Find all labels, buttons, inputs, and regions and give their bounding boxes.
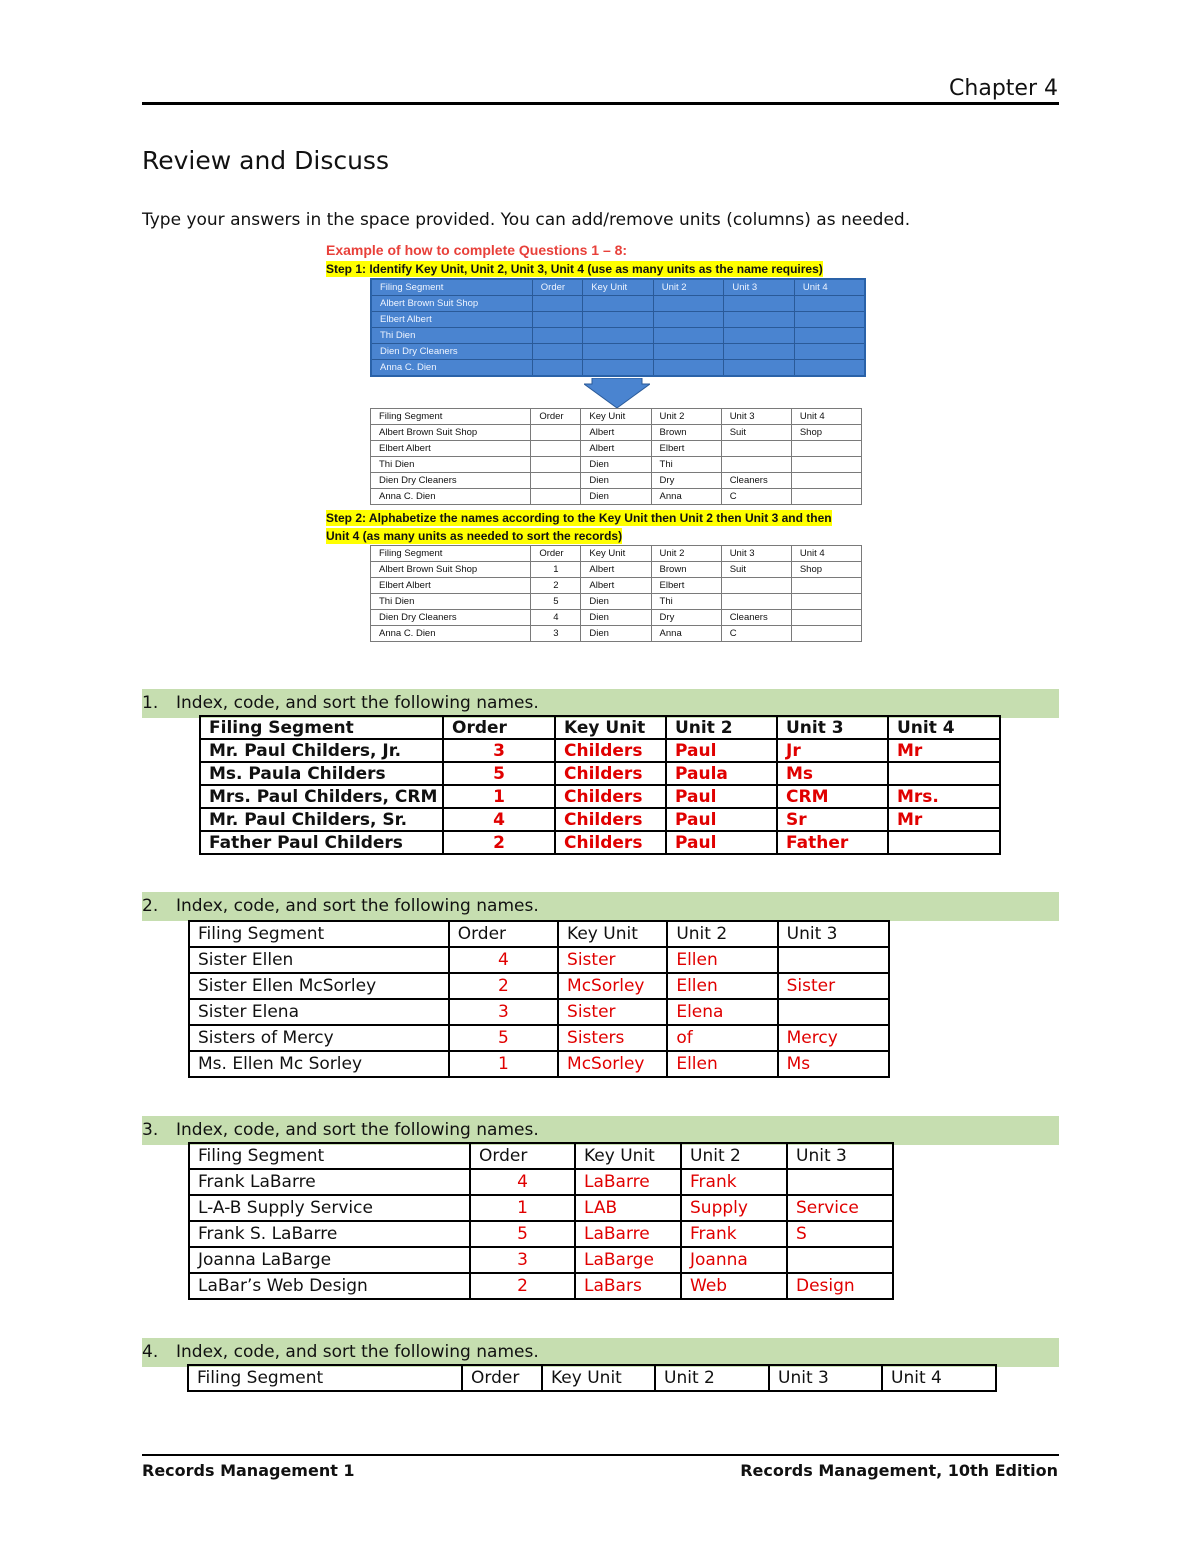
order-answer-cell[interactable]: 2 <box>443 831 555 854</box>
example-row <box>371 610 862 626</box>
filing-segment-cell: Frank S. LaBarre <box>189 1221 470 1247</box>
table-header-row <box>189 1143 893 1169</box>
example-cell: Albert <box>581 441 651 457</box>
table-row <box>189 1169 893 1195</box>
example-header-cell: Key Unit <box>583 279 654 296</box>
example-cell <box>532 344 582 360</box>
example-figure <box>326 242 874 648</box>
unit-answer-cell[interactable]: Mrs. <box>888 785 1000 808</box>
example-cell <box>721 457 791 473</box>
example-cell: Brown <box>651 425 721 441</box>
example-cell <box>791 489 861 505</box>
example-cell: 2 <box>531 578 581 594</box>
column-header: Unit 3 <box>787 1143 893 1169</box>
example-row <box>371 473 862 489</box>
order-answer-cell[interactable]: 3 <box>449 999 558 1025</box>
example-cell <box>583 296 654 312</box>
example-cell: Dien <box>581 473 651 489</box>
unit-answer-cell[interactable]: LaBars <box>575 1273 681 1299</box>
question-2-prompt: Index, code, and sort the following names. <box>176 896 539 916</box>
unit-answer-cell[interactable]: LaBarre <box>575 1169 681 1195</box>
question-4-prompt: Index, code, and sort the following names. <box>176 1342 539 1362</box>
column-header: Order <box>449 921 558 947</box>
unit-answer-cell[interactable]: Childers <box>555 831 666 854</box>
unit-answer-cell[interactable]: Childers <box>555 808 666 831</box>
column-header: Order <box>443 716 555 739</box>
example-cell: Dien Dry Cleaners <box>371 610 531 626</box>
example-header-cell: Key Unit <box>581 409 651 425</box>
table-row <box>189 1051 889 1077</box>
question-1-table <box>199 715 1001 855</box>
example-step1: Step 1: Identify Key Unit, Unit 2, Unit 3, Unit 4 (use as many units as the name requires) <box>326 262 823 276</box>
example-cell <box>724 328 795 344</box>
question-3-table <box>188 1142 894 1300</box>
table-row <box>189 1221 893 1247</box>
example-cell: Dien <box>581 457 651 473</box>
example-row <box>371 360 865 377</box>
example-cell <box>583 360 654 377</box>
question-3-text <box>142 1116 539 1145</box>
unit-answer-cell[interactable]: Childers <box>555 762 666 785</box>
filing-segment-cell: LaBar’s Web Design <box>189 1273 470 1299</box>
example-header-row <box>371 279 865 296</box>
example-cell: Elbert <box>651 578 721 594</box>
example-cell: C <box>721 626 791 642</box>
example-header-cell: Unit 3 <box>721 546 791 562</box>
example-cell: Dien <box>581 626 651 642</box>
example-cell: Dry <box>651 610 721 626</box>
column-header: Unit 2 <box>667 921 777 947</box>
column-header: Unit 4 <box>882 1365 996 1391</box>
example-indexed-table <box>370 408 862 505</box>
example-row <box>371 578 862 594</box>
example-cell: Suit <box>721 562 791 578</box>
unit-answer-cell[interactable] <box>888 831 1000 854</box>
example-cell: Albert <box>581 425 651 441</box>
example-cell: C <box>721 489 791 505</box>
unit-answer-cell[interactable]: Ellen <box>667 1051 777 1077</box>
example-row <box>371 344 865 360</box>
example-cell <box>721 578 791 594</box>
table-row <box>189 973 889 999</box>
example-cell <box>791 441 861 457</box>
example-cell <box>794 328 865 344</box>
filing-segment-cell: Mr. Paul Childers, Sr. <box>200 808 443 831</box>
unit-answer-cell[interactable]: Childers <box>555 785 666 808</box>
table-row <box>200 785 1000 808</box>
column-header: Key Unit <box>558 921 667 947</box>
example-cell: Albert <box>581 562 651 578</box>
example-cell: Elbert Albert <box>371 578 531 594</box>
example-cell: 3 <box>531 626 581 642</box>
example-cell: Anna <box>651 489 721 505</box>
example-cell <box>531 473 581 489</box>
table-row <box>189 1247 893 1273</box>
example-cell <box>721 594 791 610</box>
column-header: Unit 4 <box>888 716 1000 739</box>
unit-answer-cell[interactable]: Web <box>681 1273 787 1299</box>
example-header-cell: Filing Segment <box>371 546 531 562</box>
example-cell <box>724 360 795 377</box>
unit-answer-cell[interactable] <box>888 762 1000 785</box>
filing-segment-cell: Mrs. Paul Childers, CRM <box>200 785 443 808</box>
order-answer-cell[interactable]: 2 <box>449 973 558 999</box>
table-row <box>189 1025 889 1051</box>
example-cell: Anna C. Dien <box>371 626 531 642</box>
order-answer-cell[interactable]: 5 <box>449 1025 558 1051</box>
unit-answer-cell[interactable]: McSorley <box>558 973 667 999</box>
example-row <box>371 328 865 344</box>
example-sorted-table <box>370 545 862 642</box>
table-row <box>189 1273 893 1299</box>
example-cell: Shop <box>791 562 861 578</box>
filing-segment-cell: L-A-B Supply Service <box>189 1195 470 1221</box>
example-cell <box>724 312 795 328</box>
unit-answer-cell[interactable]: Ellen <box>667 947 777 973</box>
example-heading: Example of how to complete Questions 1 – 8: <box>326 242 628 258</box>
unit-answer-cell[interactable]: LaBarre <box>575 1221 681 1247</box>
example-header-cell: Order <box>531 409 581 425</box>
table-row <box>189 1195 893 1221</box>
unit-answer-cell[interactable]: Mercy <box>778 1025 889 1051</box>
example-cell <box>531 441 581 457</box>
example-cell: Anna C. Dien <box>371 489 531 505</box>
example-cell: Elbert Albert <box>371 441 531 457</box>
unit-answer-cell[interactable]: Mr <box>888 739 1000 762</box>
example-cell: Albert Brown Suit Shop <box>371 562 531 578</box>
unit-answer-cell[interactable]: Mr <box>888 808 1000 831</box>
example-cell <box>531 425 581 441</box>
example-cell <box>791 578 861 594</box>
example-cell <box>794 344 865 360</box>
example-cell <box>532 296 582 312</box>
unit-answer-cell[interactable]: Ms <box>777 762 888 785</box>
table-header-row <box>200 716 1000 739</box>
unit-answer-cell[interactable]: Design <box>787 1273 893 1299</box>
example-cell: Anna C. Dien <box>371 360 532 377</box>
example-cell: Albert Brown Suit Shop <box>371 425 531 441</box>
example-header-cell: Key Unit <box>581 546 651 562</box>
example-row <box>371 441 862 457</box>
order-answer-cell[interactable]: 1 <box>443 785 555 808</box>
unit-answer-cell[interactable] <box>778 947 889 973</box>
example-header-cell: Order <box>532 279 582 296</box>
example-row <box>371 626 862 642</box>
unit-answer-cell[interactable] <box>778 999 889 1025</box>
example-cell <box>653 344 724 360</box>
example-cell: Albert <box>581 578 651 594</box>
instructions: Type your answers in the space provided. You can add/remove units (columns) as needed. <box>142 210 911 230</box>
filing-segment-cell: Sister Ellen <box>189 947 449 973</box>
column-header: Unit 3 <box>777 716 888 739</box>
example-step2-line1: Step 2: Alphabetize the names according to the Key Unit then Unit 2 then Unit 3 and then <box>326 511 832 525</box>
example-cell <box>794 312 865 328</box>
unit-answer-cell[interactable]: Joanna <box>681 1247 787 1273</box>
column-header: Filing Segment <box>188 1365 462 1391</box>
example-cell <box>532 328 582 344</box>
example-cell <box>794 360 865 377</box>
example-cell: 1 <box>531 562 581 578</box>
example-cell: Cleaners <box>721 610 791 626</box>
table-row <box>200 808 1000 831</box>
example-cell <box>794 296 865 312</box>
unit-answer-cell[interactable]: Paul <box>666 739 777 762</box>
unit-answer-cell[interactable]: LAB <box>575 1195 681 1221</box>
example-cell: Dien <box>581 610 651 626</box>
example-cell <box>791 457 861 473</box>
question-4-table <box>187 1364 997 1392</box>
question-1-number: 1. <box>142 693 159 713</box>
unit-answer-cell[interactable]: Childers <box>555 739 666 762</box>
example-header-row <box>371 409 862 425</box>
unit-answer-cell[interactable]: Paul <box>666 808 777 831</box>
column-header: Order <box>470 1143 575 1169</box>
example-cell: Brown <box>651 562 721 578</box>
example-cell: Dien Dry Cleaners <box>371 344 532 360</box>
unit-answer-cell[interactable]: Supply <box>681 1195 787 1221</box>
example-cell <box>583 312 654 328</box>
filing-segment-cell: Ms. Paula Childers <box>200 762 443 785</box>
column-header: Key Unit <box>575 1143 681 1169</box>
page-title: Review and Discuss <box>142 146 389 175</box>
example-cell: Suit <box>721 425 791 441</box>
example-header-cell: Filing Segment <box>371 409 531 425</box>
example-cell <box>721 441 791 457</box>
unit-answer-cell[interactable]: LaBarge <box>575 1247 681 1273</box>
example-row <box>371 594 862 610</box>
unit-answer-cell[interactable]: Sister <box>778 973 889 999</box>
example-row <box>371 457 862 473</box>
question-2-number: 2. <box>142 896 159 916</box>
example-row <box>371 312 865 328</box>
example-cell <box>532 312 582 328</box>
footer-rule <box>142 1454 1059 1456</box>
unit-answer-cell[interactable]: CRM <box>777 785 888 808</box>
column-header: Unit 3 <box>778 921 889 947</box>
table-row <box>200 762 1000 785</box>
example-header-cell: Unit 4 <box>791 409 861 425</box>
example-cell: Elbert <box>651 441 721 457</box>
order-answer-cell[interactable]: 1 <box>449 1051 558 1077</box>
example-cell: Dry <box>651 473 721 489</box>
example-cell <box>791 626 861 642</box>
example-cell: Cleaners <box>721 473 791 489</box>
example-header-cell: Unit 3 <box>724 279 795 296</box>
example-cell <box>791 610 861 626</box>
unit-answer-cell[interactable]: Ellen <box>667 973 777 999</box>
example-cell: Thi <box>651 594 721 610</box>
unit-answer-cell[interactable]: Paul <box>666 785 777 808</box>
unit-answer-cell[interactable]: Elena <box>667 999 777 1025</box>
example-row <box>371 425 862 441</box>
unit-answer-cell[interactable]: Frank <box>681 1221 787 1247</box>
example-cell <box>724 296 795 312</box>
column-header: Unit 2 <box>655 1365 769 1391</box>
column-header: Unit 2 <box>681 1143 787 1169</box>
filing-segment-cell: Sister Ellen McSorley <box>189 973 449 999</box>
table-row <box>200 739 1000 762</box>
example-header-cell: Unit 4 <box>791 546 861 562</box>
unit-answer-cell[interactable]: of <box>667 1025 777 1051</box>
column-header: Key Unit <box>542 1365 655 1391</box>
column-header: Key Unit <box>555 716 666 739</box>
unit-answer-cell[interactable]: McSorley <box>558 1051 667 1077</box>
question-1-text <box>142 689 539 718</box>
example-header-row <box>371 546 862 562</box>
example-header-cell: Unit 2 <box>651 546 721 562</box>
example-cell <box>532 360 582 377</box>
table-header-row <box>189 921 889 947</box>
filing-segment-cell: Sisters of Mercy <box>189 1025 449 1051</box>
column-header: Unit 3 <box>769 1365 882 1391</box>
example-cell <box>791 594 861 610</box>
unit-answer-cell[interactable]: Paula <box>666 762 777 785</box>
example-cell <box>653 328 724 344</box>
example-cell: 4 <box>531 610 581 626</box>
example-cell <box>583 344 654 360</box>
table-row <box>189 947 889 973</box>
unit-answer-cell[interactable]: Service <box>787 1195 893 1221</box>
header-rule <box>142 102 1059 105</box>
example-cell <box>531 457 581 473</box>
example-header-cell: Unit 2 <box>653 279 724 296</box>
question-1-prompt: Index, code, and sort the following names. <box>176 693 539 713</box>
example-header-cell: Order <box>531 546 581 562</box>
column-header: Unit 2 <box>666 716 777 739</box>
example-cell: Dien <box>581 594 651 610</box>
table-row <box>189 999 889 1025</box>
example-cell: 5 <box>531 594 581 610</box>
table-header-row <box>188 1365 996 1391</box>
order-answer-cell[interactable]: 4 <box>443 808 555 831</box>
order-answer-cell[interactable]: 5 <box>443 762 555 785</box>
example-header-cell: Unit 2 <box>651 409 721 425</box>
question-4-text <box>142 1338 539 1367</box>
example-blank-table <box>370 278 866 377</box>
footer-left: Records Management 1 <box>142 1461 355 1480</box>
unit-answer-cell[interactable] <box>787 1247 893 1273</box>
example-cell: Albert Brown Suit Shop <box>371 296 532 312</box>
filing-segment-cell: Mr. Paul Childers, Jr. <box>200 739 443 762</box>
question-2-table <box>188 920 890 1078</box>
unit-answer-cell[interactable]: Sister <box>558 999 667 1025</box>
order-answer-cell[interactable]: 3 <box>470 1247 575 1273</box>
order-answer-cell[interactable]: 4 <box>470 1169 575 1195</box>
question-4-number: 4. <box>142 1342 159 1362</box>
unit-answer-cell[interactable]: Sisters <box>558 1025 667 1051</box>
example-cell: Dien Dry Cleaners <box>371 473 531 489</box>
example-cell: Thi Dien <box>371 457 531 473</box>
footer-right: Records Management, 10th Edition <box>740 1461 1058 1480</box>
example-header-cell: Filing Segment <box>371 279 532 296</box>
filing-segment-cell: Ms. Ellen Mc Sorley <box>189 1051 449 1077</box>
example-cell: Elbert Albert <box>371 312 532 328</box>
unit-answer-cell[interactable] <box>787 1169 893 1195</box>
example-header-cell: Unit 3 <box>721 409 791 425</box>
column-header: Filing Segment <box>189 921 449 947</box>
unit-answer-cell[interactable]: Jr <box>777 739 888 762</box>
unit-answer-cell[interactable]: Paul <box>666 831 777 854</box>
order-answer-cell[interactable]: 2 <box>470 1273 575 1299</box>
filing-segment-cell: Father Paul Childers <box>200 831 443 854</box>
example-cell <box>653 312 724 328</box>
column-header: Filing Segment <box>200 716 443 739</box>
example-cell: Anna <box>651 626 721 642</box>
question-2-text <box>142 892 539 921</box>
question-3-number: 3. <box>142 1120 159 1140</box>
unit-answer-cell[interactable]: Sr <box>777 808 888 831</box>
example-cell <box>791 473 861 489</box>
filing-segment-cell: Frank LaBarre <box>189 1169 470 1195</box>
unit-answer-cell[interactable]: Father <box>777 831 888 854</box>
example-cell: Thi <box>651 457 721 473</box>
column-header: Order <box>462 1365 542 1391</box>
column-header: Filing Segment <box>189 1143 470 1169</box>
example-row <box>371 562 862 578</box>
order-answer-cell[interactable]: 5 <box>470 1221 575 1247</box>
unit-answer-cell[interactable]: Ms <box>778 1051 889 1077</box>
example-cell: Shop <box>791 425 861 441</box>
example-cell: Dien <box>581 489 651 505</box>
example-row <box>371 296 865 312</box>
order-answer-cell[interactable]: 3 <box>443 739 555 762</box>
order-answer-cell[interactable]: 1 <box>470 1195 575 1221</box>
example-cell: Thi Dien <box>371 328 532 344</box>
question-3-prompt: Index, code, and sort the following names. <box>176 1120 539 1140</box>
table-row <box>200 831 1000 854</box>
example-cell: Thi Dien <box>371 594 531 610</box>
example-header-cell: Unit 4 <box>794 279 865 296</box>
example-cell <box>531 489 581 505</box>
unit-answer-cell[interactable]: S <box>787 1221 893 1247</box>
example-cell <box>653 296 724 312</box>
down-arrow-icon <box>584 378 650 408</box>
filing-segment-cell: Sister Elena <box>189 999 449 1025</box>
example-cell <box>653 360 724 377</box>
example-step2-line2: Unit 4 (as many units as needed to sort the records) <box>326 529 623 543</box>
chapter-label: Chapter 4 <box>949 76 1058 101</box>
order-answer-cell[interactable]: 4 <box>449 947 558 973</box>
unit-answer-cell[interactable]: Frank <box>681 1169 787 1195</box>
example-row <box>371 489 862 505</box>
filing-segment-cell: Joanna LaBarge <box>189 1247 470 1273</box>
example-cell <box>724 344 795 360</box>
example-cell <box>583 328 654 344</box>
unit-answer-cell[interactable]: Sister <box>558 947 667 973</box>
